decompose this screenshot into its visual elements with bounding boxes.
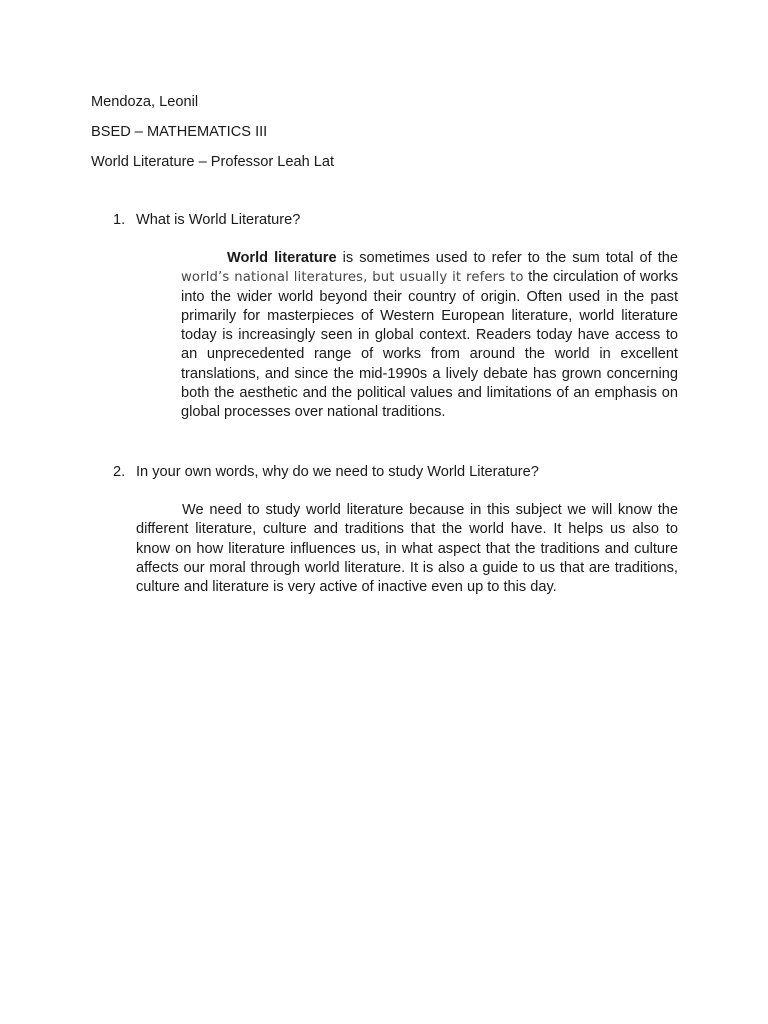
course-line: BSED – MATHEMATICS III	[91, 124, 268, 140]
answer-1-part-2: world’s national literatures, but usually it refers to	[181, 270, 524, 286]
student-name: Mendoza, Leonil	[91, 94, 199, 110]
answer-1-part-3: the circulation of works into the wider world beyond their country of origin. Often used in the past primarily for masterpieces of Western European literature, world literature today is increasingly seen in global context. Readers today have access to an unprecedented range of works from around the world in excellent translations, and since the mid-1990s a lively debate has grown concerning both the aesthetic and the political values and limitations of an emphasis on global processes over national traditions.	[181, 269, 678, 421]
question-2-text: In your own words, why do we need to study World Literature?	[136, 464, 539, 480]
answer-1-bold-term: World literature	[227, 250, 337, 266]
subject-line: World Literature – Professor Leah Lat	[91, 154, 335, 170]
question-1-number: 1.	[113, 212, 126, 228]
answer-1-part-1: is sometimes used to refer to the sum total of the	[336, 250, 678, 266]
question-1-text: What is World Literature?	[136, 212, 301, 228]
answer-2-paragraph: We need to study world literature because in this subject we will know the different literature, culture and traditions that the world have. It helps us also to know on how literature influences us, in what aspect that the traditions and culture affects our moral through world literature. It is also a guide to us that are traditions, culture and literature is very active of inactive even up to this day.	[136, 502, 678, 596]
question-2-number: 2.	[113, 464, 126, 480]
answer-1-paragraph	[181, 249, 678, 423]
